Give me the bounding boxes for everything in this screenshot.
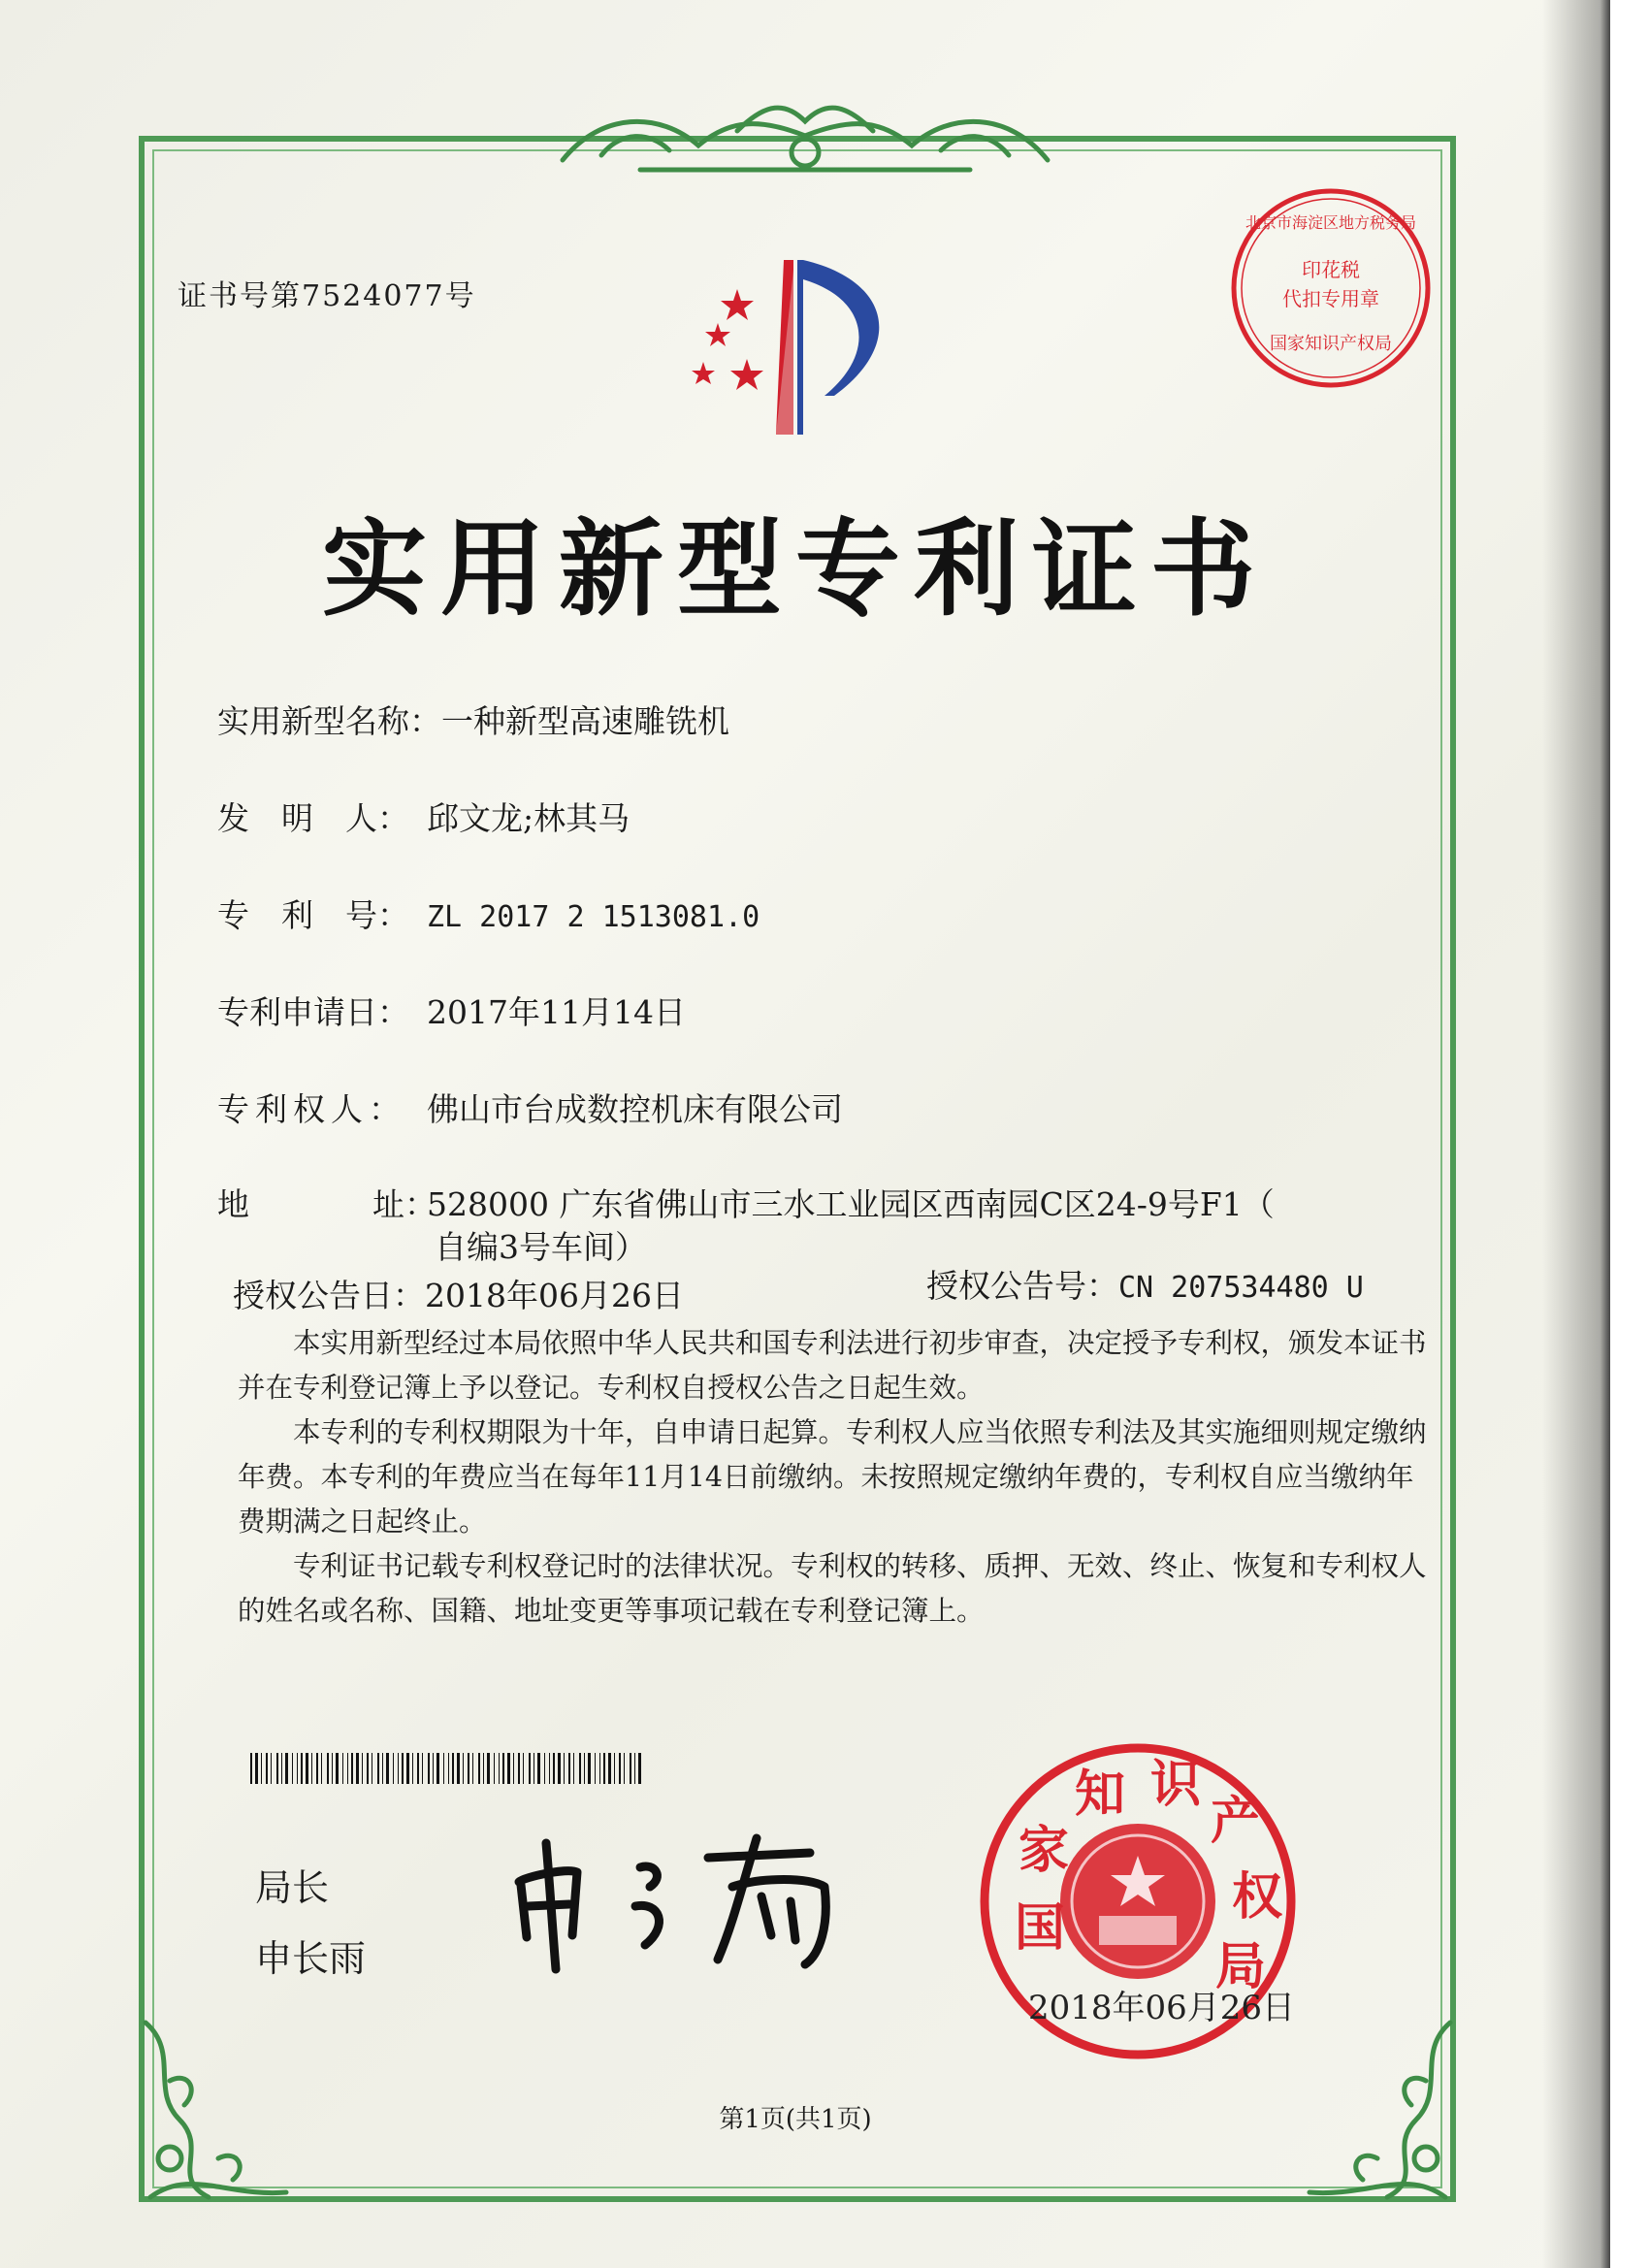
certificate-body [238, 1321, 1431, 1634]
grant-date-row [233, 1271, 684, 1316]
utility-model-name-label: 实用新型名称： [217, 702, 441, 740]
svg-text:印花税: 印花税 [1302, 258, 1360, 281]
inventor-value: 邱文龙;林其马 [427, 799, 630, 837]
filing-date-row [217, 988, 686, 1033]
barcode [250, 1753, 648, 1784]
address-line-2: 自编3号车间） [435, 1228, 647, 1266]
filing-date-label: 专利申请日： [217, 993, 409, 1031]
svg-text:国 家 知 识 产: 国 家 知 识 产 权 局 [1015, 1755, 1283, 1996]
top-ornament-icon [543, 92, 1067, 184]
director-title: 局长 [255, 1866, 330, 1909]
grant-date-value: 2018年06月26日 [425, 1277, 684, 1314]
utility-model-name-row [217, 697, 729, 742]
svg-text:代扣专用章: 代扣专用章 [1282, 287, 1379, 310]
patentee-label: 专利权人： [217, 1090, 406, 1128]
body-paragraph: 本实用新型经过本局依照中华人民共和国专利法进行初步审查，决定授予专利权，颁发本证书并在专利登记簿上予以登记。专利权自授权公告之日起生效。 [238, 1327, 1427, 1404]
grant-number-row [926, 1261, 1364, 1307]
body-paragraph: 本专利的专利权期限为十年，自申请日起算。专利权人应当依照专利法及其实施细则规定缴纳年费。本专利的年费应当在每年11月14日前缴纳。未按照规定缴纳年费的，专利权自应当缴纳年费期满之日起终止。 [238, 1416, 1427, 1538]
page-number-footer: 第1页(共1页) [719, 2105, 872, 2134]
inventor-label: 发 明 人： [217, 799, 409, 837]
body-paragraph: 专利证书记载专利权登记时的法律状况。专利权的转移、质押、无效、终止、恢复和专利权人的姓名或名称、国籍、地址变更等事项记载在专利登记簿上。 [238, 1550, 1427, 1627]
patent-number-row [217, 891, 760, 936]
grant-date-label: 授权公告日： [233, 1277, 425, 1314]
patentee-value: 佛山市台成数控机床有限公司 [427, 1090, 843, 1128]
director-signature [500, 1829, 849, 1974]
cnipa-logo-icon [679, 250, 922, 444]
grant-number-label: 授权公告号： [926, 1267, 1118, 1305]
certificate-number: 证书号第7524077号 [178, 279, 476, 313]
svg-text:国家知识产权局: 国家知识产权局 [1270, 334, 1392, 354]
filing-date-value: 2017年11月14日 [427, 993, 686, 1031]
tax-stamp-seal [1227, 184, 1436, 393]
svg-text:北京市海淀区地方税务局: 北京市海淀区地方税务局 [1245, 213, 1417, 232]
patent-number-label: 专 利 号： [217, 896, 409, 934]
director-name: 申长雨 [255, 1937, 367, 1980]
patentee-row [217, 1085, 843, 1130]
scan-edge-shadow [1542, 0, 1610, 2268]
utility-model-name-value: 一种新型高速雕铣机 [441, 702, 729, 740]
address-line-1: 528000 广东省佛山市三水工业园区西南园C区24-9号F1（ [427, 1185, 1275, 1223]
certificate-title: 实用新型专利证书 [321, 508, 1269, 631]
inventor-row [217, 794, 630, 839]
address-row [217, 1180, 1275, 1225]
patent-number-value: ZL 2017 2 1513081.0 [427, 900, 760, 934]
address-label-suffix: 址： [372, 1185, 436, 1223]
address-label-char: 地 [217, 1185, 249, 1223]
seal-date: 2018年06月26日 [1028, 1989, 1296, 2027]
grant-number-value: CN 207534480 U [1118, 1271, 1364, 1305]
